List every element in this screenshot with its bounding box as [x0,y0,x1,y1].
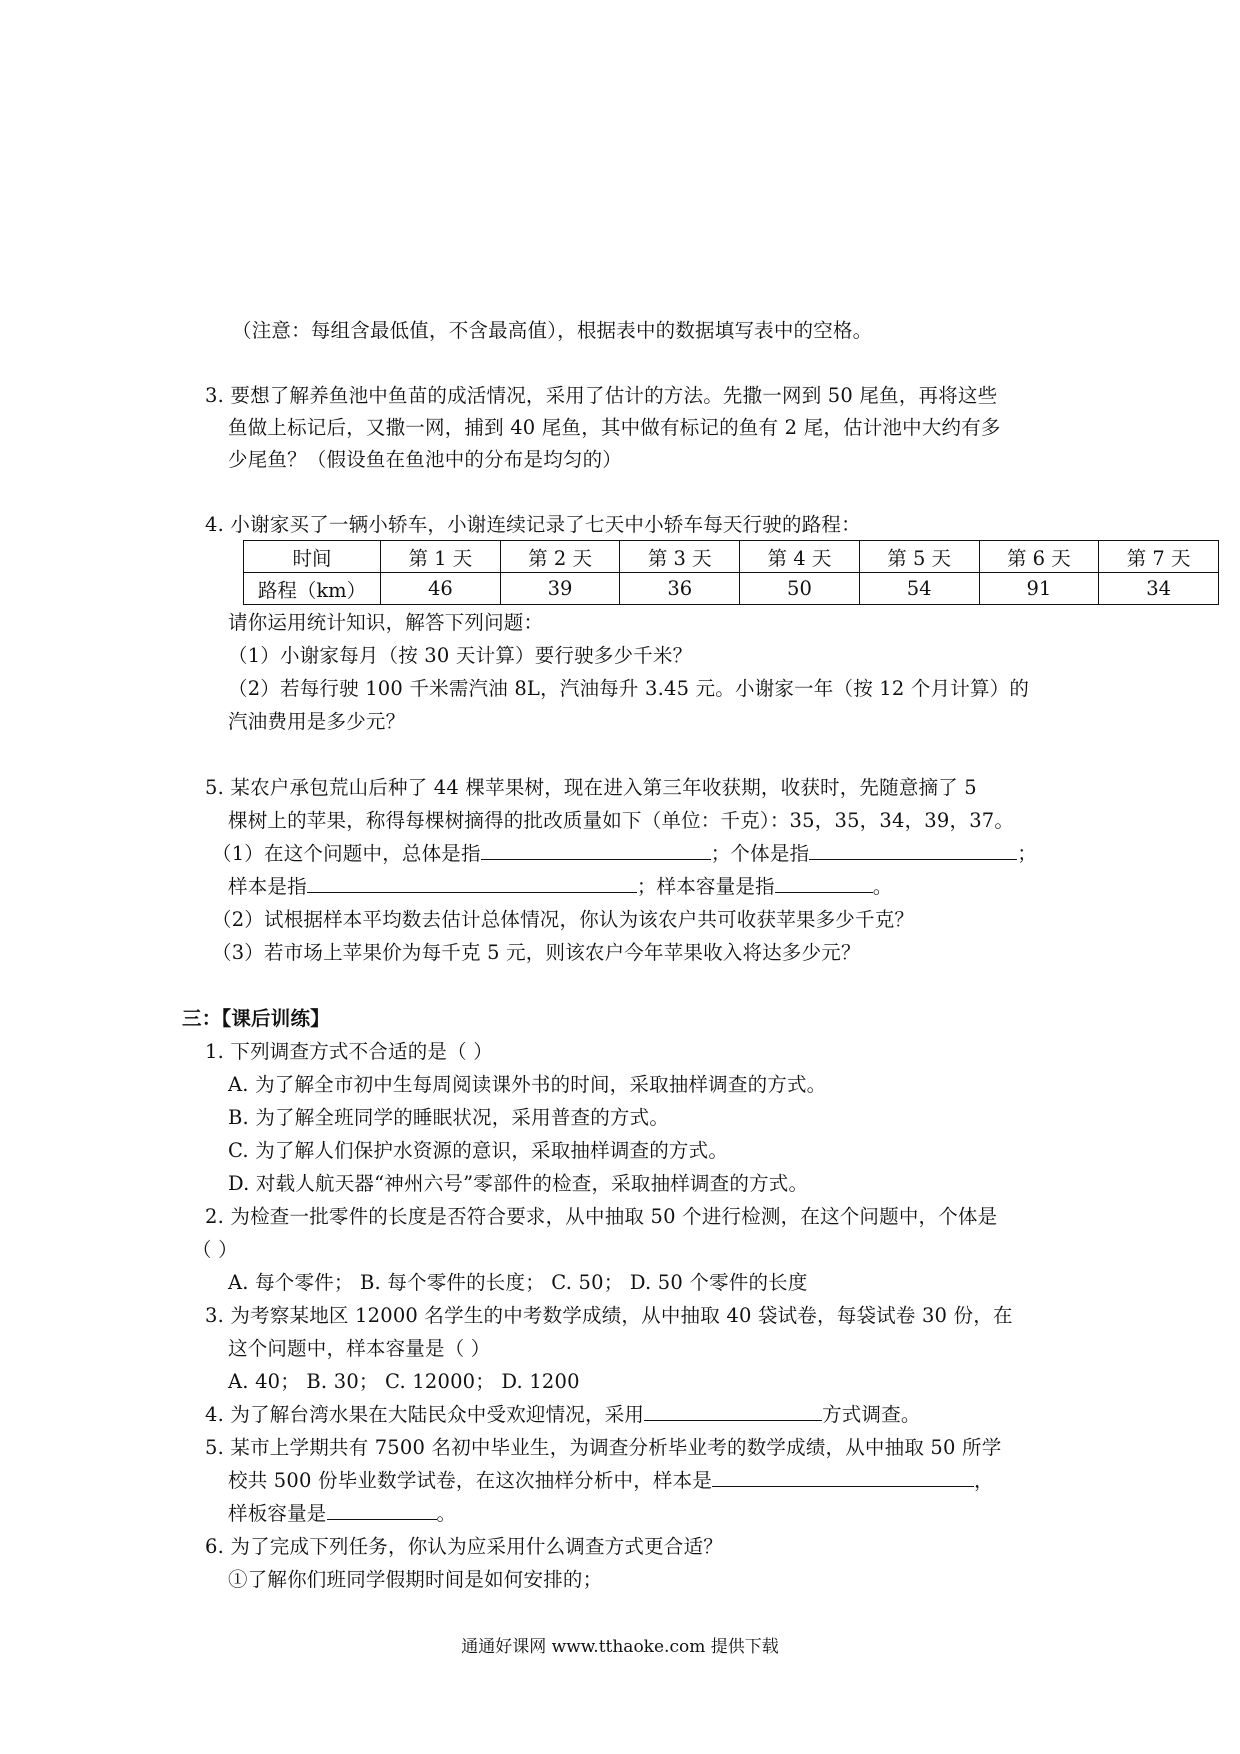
answer-blank-sample-size[interactable] [775,874,873,893]
q4-sub-1: （1）小谢家每月（按 30 天计算）要行驶多少千米？ [228,644,693,667]
s3-q1-option-d: D. 对载人航天器“神州六号”零部件的检查，采取抽样调查的方式。 [228,1172,809,1195]
table-cell: 46 [381,573,501,605]
table-header-cell: 时间 [244,541,381,573]
s3-q5-line-2 [228,1468,994,1494]
s3-q5-line-1: 5. 某市上学期共有 7500 名初中毕业生，为调查分析毕业考的数学成绩，从中抽取 50 所学 [205,1436,1002,1459]
table-header-cell: 第 7 天 [1099,541,1219,573]
table-header-cell: 第 5 天 [859,541,979,573]
table-header-cell: 第 1 天 [381,541,501,573]
answer-blank-capacity[interactable] [327,1501,437,1520]
q5-line-2: 棵树上的苹果，称得每棵树摘得的批改质量如下（单位：千克）：35，35，34，39，37。 [228,809,1015,832]
s3-q3-options: A. 40； B. 30； C. 12000； D. 1200 [228,1370,580,1393]
q5-sub-3: （3）若市场上苹果价为每千克 5 元，则该农户今年苹果收入将达多少元？ [212,941,861,964]
q5-sub-1-text-e: ；样本容量是指 [636,875,775,898]
s3-q2-options: A. 每个零件； B. 每个零件的长度； C. 50； D. 50 个零件的长度 [228,1271,808,1294]
s3-q5-text-d: 。 [436,1502,457,1525]
q5-sub-1-text-c: ； [1017,842,1037,865]
s3-q2-paren: （ ） [192,1238,238,1261]
table-cell: 36 [620,573,740,605]
s3-q6-item-1: ①了解你们班同学假期时间是如何安排的； [228,1568,603,1591]
s3-q4 [205,1402,921,1428]
s3-q1-option-c: C. 为了解人们保护水资源的意识，采取抽样调查的方式。 [228,1139,729,1162]
table-cell: 39 [500,573,620,605]
s3-q4-text-a: 4. 为了解台湾水果在大陆民众中受欢迎情况，采用 [205,1403,645,1426]
table-cell: 91 [979,573,1099,605]
page-footer: 通通好课网 www.tthaoke.com 提供下载 [461,1637,779,1657]
s3-q3-stem-line-1: 3. 为考察某地区 12000 名学生的中考数学成绩，从中抽取 40 袋试卷，每袋试卷 30 份，在 [205,1304,1013,1327]
q5-sub-1-cont [228,874,892,900]
table-header-cell: 第 3 天 [620,541,740,573]
q3-line-2: 鱼做上标记后，又撒一网，捕到 40 尾鱼，其中做有标记的鱼有 2 尾，估计池中大约有多 [228,416,1001,439]
q5-sub-1-text-a: （1）在这个问题中，总体是指 [212,842,481,865]
table-header-cell: 第 4 天 [740,541,860,573]
answer-blank-population[interactable] [481,841,711,860]
answer-blank-sample-papers[interactable] [712,1468,974,1487]
s3-q1-stem: 1. 下列调查方式不合适的是（ ） [205,1040,493,1063]
q5-sub-1 [212,841,1037,867]
q5-sub-1-text-f: 。 [872,875,893,898]
table-header-row [244,541,1219,573]
answer-blank-individual[interactable] [809,841,1017,860]
s3-q3-stem-line-2: 这个问题中，样本容量是（ ） [228,1337,491,1360]
answer-blank-survey-method[interactable] [644,1402,822,1421]
note-text: （注意：每组含最低值，不含最高值），根据表中的数据填写表中的空格。 [232,319,873,342]
q5-line-1: 5. 某农户承包荒山后种了 44 棵苹果树，现在进入第三年收获期，收获时，先随意摘了 5 [205,776,977,799]
q3-line-3: 少尾鱼？（假设鱼在鱼池中的分布是均匀的） [228,448,623,471]
table-cell: 54 [859,573,979,605]
q5-sub-1-text-d: 样本是指 [228,875,307,898]
q4-sub-2-line-1: （2）若每行驶 100 千米需汽油 8L，汽油每升 3.45 元。小谢家一年（按 12 个月计算）的 [228,677,1030,700]
q4-sub-2-line-2: 汽油费用是多少元？ [228,710,406,733]
s3-q1-option-a: A. 为了解全市初中生每周阅读课外书的时间，采取抽样调查的方式。 [228,1073,827,1096]
s3-q5-text-b: ， [974,1469,994,1492]
answer-blank-sample[interactable] [307,874,637,893]
table-cell: 34 [1099,573,1219,605]
q5-sub-2: （2）试根据样本平均数去估计总体情况，你认为该农户共可收获苹果多少千克？ [212,908,915,931]
q4-intro: 4. 小谢家买了一辆小轿车，小谢连续记录了七天中小轿车每天行驶的路程： [205,513,861,536]
table-header-cell: 第 2 天 [500,541,620,573]
table-cell: 50 [740,573,860,605]
s3-q1-option-b: B. 为了解全班同学的睡眠状况，采用普查的方式。 [228,1106,670,1129]
q4-prompt: 请你运用统计知识，解答下列问题： [228,611,544,634]
mileage-table [243,540,1219,605]
s3-q5-text-c: 样板容量是 [228,1502,327,1525]
section-heading: 三：【课后训练】 [182,1007,330,1030]
s3-q4-text-b: 方式调查。 [822,1403,921,1426]
s3-q2-stem: 2. 为检查一批零件的长度是否符合要求，从中抽取 50 个进行检测，在这个问题中，个体是 [205,1205,998,1228]
q5-sub-1-text-b: ；个体是指 [710,842,810,865]
s3-q5-text-a: 校共 500 份毕业数学试卷，在这次抽样分析中，样本是 [228,1469,713,1492]
table-row-label: 路程（km） [244,573,381,605]
s3-q6-stem: 6. 为了完成下列任务，你认为应采用什么调查方式更合适？ [205,1535,723,1558]
q3-line-1: 3. 要想了解养鱼池中鱼苗的成活情况，采用了估计的方法。先撒一网到 50 尾鱼，再将这些 [205,384,998,407]
s3-q5-line-3 [228,1501,456,1527]
table-header-cell: 第 6 天 [979,541,1099,573]
table-row [244,573,1219,605]
